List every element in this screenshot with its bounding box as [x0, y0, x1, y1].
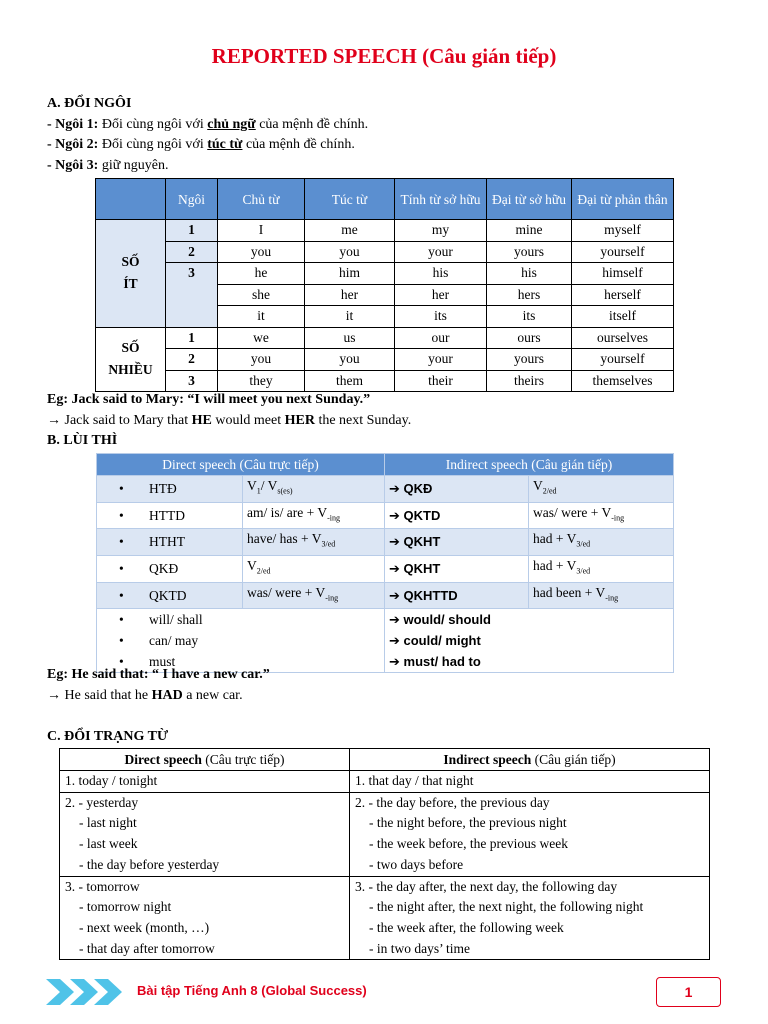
cell: 3 — [166, 263, 218, 328]
adverb-table — [59, 748, 710, 960]
cell: have/ has + $V_{3/ed}$ — [243, 529, 385, 556]
cell: its — [487, 306, 572, 328]
pronoun-table-header — [96, 179, 674, 220]
cell: 1 — [166, 327, 218, 349]
table-row — [97, 582, 674, 609]
cell: yourself — [572, 241, 674, 263]
cell: 3. - tomorrow - tomorrow night - next week (month, …) - that day after tomorrow — [60, 876, 350, 960]
cell: ➔ QKHT — [385, 556, 529, 583]
cell: my — [395, 220, 487, 242]
example-a-answer: → Jack said to Mary that HE would meet HER the next Sunday. — [47, 413, 412, 428]
cell: your — [395, 349, 487, 371]
cell: • HTHT — [97, 529, 243, 556]
cell: ➔ QKHTTD — [385, 582, 529, 609]
header-reflexive: Đại từ phản thân — [572, 179, 674, 220]
cell: you — [305, 349, 395, 371]
section-c-heading: C. ĐỔI TRẠNG TỪ — [47, 729, 169, 744]
cell: you — [218, 241, 305, 263]
cell: • HTĐ — [97, 476, 243, 503]
table-row — [60, 771, 710, 793]
adverb-table-header — [60, 749, 710, 771]
table-row — [96, 370, 674, 392]
rule-2: - Ngôi 2: Đổi cùng ngôi với túc từ của mệnh đề chính. — [47, 137, 355, 152]
group-singular: SỐ ÍT — [96, 220, 166, 328]
header-subject: Chủ từ — [218, 179, 305, 220]
cell: ➔ QKĐ — [385, 476, 529, 503]
example-b-answer: → He said that he HAD a new car. — [47, 688, 243, 703]
cell: them — [305, 370, 395, 392]
chevron-3 — [94, 979, 122, 1005]
rule-1: - Ngôi 1: Đổi cùng ngôi với chủ ngữ của mệnh đề chính. — [47, 117, 369, 132]
footer-text: Bài tập Tiếng Anh 8 (Global Success) — [137, 983, 367, 998]
cell: 2. - the day before, the previous day - the night before, the previous night - the week before, the previous week - two days before — [350, 792, 710, 876]
cell: themselves — [572, 370, 674, 392]
cell: was/ were + $V_{-ing}$ — [243, 582, 385, 609]
cell: $V_{2/ed}$ — [529, 476, 674, 503]
cell: • HTTD — [97, 502, 243, 529]
cell: ours — [487, 327, 572, 349]
cell: ➔ QKTD — [385, 502, 529, 529]
header-indirect: Indirect speech (Câu gián tiếp) — [385, 454, 674, 476]
table-row — [96, 241, 674, 263]
cell: hers — [487, 284, 572, 306]
table-row-modals — [97, 609, 674, 673]
rule-3: - Ngôi 3: giữ nguyên. — [47, 158, 169, 173]
cell: was/ were + $V_{-ing}$ — [529, 502, 674, 529]
cell: his — [487, 263, 572, 285]
cell: 3. - the day after, the next day, the following day - the night after, the next night, the following night - the week after, the following week - in two days’ time — [350, 876, 710, 960]
header-person: Ngôi — [166, 179, 218, 220]
cell: yours — [487, 349, 572, 371]
header-object: Túc từ — [305, 179, 395, 220]
cell: they — [218, 370, 305, 392]
modals-indirect: ➔ would/ should ➔ could/ might ➔ must/ had to — [385, 609, 674, 673]
cell: am/ is/ are + $V_{-ing}$ — [243, 502, 385, 529]
chevron-2 — [70, 979, 98, 1005]
header-indirect: Indirect speech (Câu gián tiếp) — [350, 749, 710, 771]
cell: she — [218, 284, 305, 306]
cell: its — [395, 306, 487, 328]
section-a-heading: A. ĐỔI NGÔI — [47, 96, 132, 111]
cell: he — [218, 263, 305, 285]
pronoun-table — [95, 178, 674, 392]
cell: you — [305, 241, 395, 263]
table-row — [97, 529, 674, 556]
tense-table-header — [97, 454, 674, 476]
cell: you — [218, 349, 305, 371]
table-row — [97, 502, 674, 529]
cell: 2 — [166, 241, 218, 263]
chevron-arrows-icon — [46, 976, 130, 1008]
cell: • QKTD — [97, 582, 243, 609]
modals-direct: • will/ shall • can/ may • must — [97, 609, 385, 673]
header-direct: Direct speech (Câu trực tiếp) — [60, 749, 350, 771]
cell: I — [218, 220, 305, 242]
cell: your — [395, 241, 487, 263]
table-row — [97, 476, 674, 503]
table-row — [96, 263, 674, 285]
cell: $V_1/$ $V_{s(es)}$ — [243, 476, 385, 503]
cell: his — [395, 263, 487, 285]
section-b-heading: B. LÙI THÌ — [47, 433, 118, 448]
cell: 1. that day / that night — [350, 771, 710, 793]
header-blank — [96, 179, 166, 220]
cell: theirs — [487, 370, 572, 392]
cell: we — [218, 327, 305, 349]
cell: • QKĐ — [97, 556, 243, 583]
cell: himself — [572, 263, 674, 285]
chevron-1 — [46, 979, 74, 1005]
tense-table — [96, 453, 674, 673]
cell: her — [305, 284, 395, 306]
cell: him — [305, 263, 395, 285]
cell: myself — [572, 220, 674, 242]
page-number: 1 — [656, 977, 721, 1007]
header-possessive-adj: Tính từ sở hữu — [395, 179, 487, 220]
cell: ourselves — [572, 327, 674, 349]
cell: had been + $V_{-ing}$ — [529, 582, 674, 609]
cell: 2. - yesterday - last night - last week - the day before yesterday — [60, 792, 350, 876]
page-title: REPORTED SPEECH (Câu gián tiếp) — [211, 44, 557, 68]
cell: ➔ QKHT — [385, 529, 529, 556]
table-row — [60, 792, 710, 876]
table-row — [60, 876, 710, 960]
cell: us — [305, 327, 395, 349]
cell: 1. today / tonight — [60, 771, 350, 793]
example-a: Eg: Jack said to Mary: “I will meet you next Sunday.” — [47, 392, 371, 407]
cell: 1 — [166, 220, 218, 242]
cell: our — [395, 327, 487, 349]
cell: 2 — [166, 349, 218, 371]
cell: 3 — [166, 370, 218, 392]
cell: it — [218, 306, 305, 328]
group-plural: SỐ NHIỀU — [96, 327, 166, 392]
cell: had + $V_{3/ed}$ — [529, 529, 674, 556]
cell: it — [305, 306, 395, 328]
header-possessive-pronoun: Đại từ sở hữu — [487, 179, 572, 220]
cell: their — [395, 370, 487, 392]
table-row — [96, 220, 674, 242]
cell: $V_{2/ed}$ — [243, 556, 385, 583]
table-row — [96, 349, 674, 371]
table-row — [96, 327, 674, 349]
cell: her — [395, 284, 487, 306]
cell: itself — [572, 306, 674, 328]
header-direct: Direct speech (Câu trực tiếp) — [97, 454, 385, 476]
cell: me — [305, 220, 395, 242]
cell: had + $V_{3/ed}$ — [529, 556, 674, 583]
example-b: Eg: He said that: “ I have a new car.” — [47, 667, 270, 682]
cell: yours — [487, 241, 572, 263]
cell: herself — [572, 284, 674, 306]
table-row — [97, 556, 674, 583]
cell: yourself — [572, 349, 674, 371]
cell: mine — [487, 220, 572, 242]
